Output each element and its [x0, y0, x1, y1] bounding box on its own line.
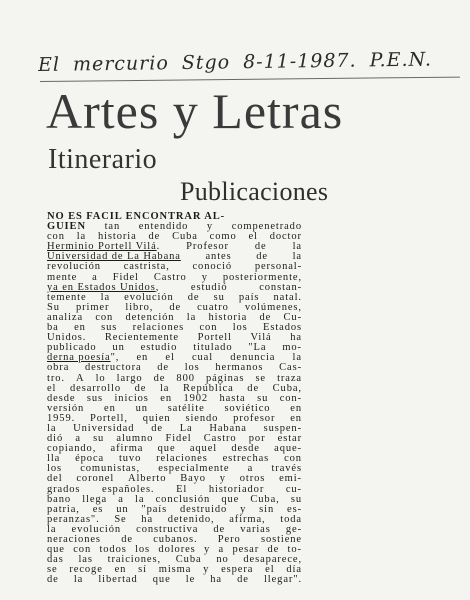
word: mo- [282, 342, 302, 354]
word: volúmenes, [244, 301, 302, 313]
word: El [176, 483, 188, 495]
word: ha [141, 513, 154, 525]
word: misma [158, 564, 192, 576]
word: desarrollo [70, 382, 122, 394]
word: la [73, 574, 84, 586]
word: Pero [217, 534, 241, 545]
word: Cuba, [250, 493, 280, 505]
word: Fidel [165, 433, 192, 445]
word: las [78, 554, 93, 566]
word: "país [141, 503, 168, 515]
word: cuatro [197, 301, 229, 313]
word: de [153, 372, 166, 384]
word: ha [290, 332, 302, 344]
word: y [203, 564, 210, 576]
word: das [47, 554, 64, 566]
word: libro, [125, 301, 154, 313]
word: sin [259, 503, 275, 515]
word: evolución [71, 523, 122, 535]
word: alumno [116, 433, 154, 445]
word: detención [125, 311, 175, 323]
word: relaciones [132, 322, 185, 334]
word: posteriormente, [222, 271, 302, 283]
word: que [157, 443, 176, 455]
word: la [47, 422, 57, 434]
word: sí [138, 564, 147, 576]
word: otros [239, 473, 266, 485]
word: se [47, 564, 58, 576]
word: de [213, 523, 226, 535]
word: patria, [47, 503, 80, 515]
word: su [290, 493, 302, 505]
word: de [121, 534, 133, 545]
section-title: Artes y Letras [46, 83, 344, 139]
word: mente [47, 271, 78, 283]
word: su [213, 291, 225, 303]
word: de [151, 422, 163, 434]
word: de [247, 382, 260, 394]
word: le [185, 574, 196, 586]
word: que [221, 493, 240, 505]
word: castrista, [123, 261, 170, 273]
word: la [135, 493, 145, 505]
word: varias [240, 523, 271, 535]
word: los [232, 322, 248, 334]
word: inicios [114, 392, 149, 404]
word: profesor [233, 412, 276, 424]
word: satélite [167, 402, 205, 414]
word: con [73, 544, 92, 556]
word: y [240, 503, 247, 515]
word: suspen- [263, 422, 302, 434]
word: es- [287, 503, 302, 515]
word: derna poesía", [47, 352, 120, 364]
word: en [74, 322, 86, 334]
word: afirma, [229, 513, 266, 525]
word: aquel [189, 443, 218, 455]
word: y [219, 473, 226, 485]
word: páginas [205, 372, 245, 384]
word: Su [47, 301, 60, 313]
bold-lead-in: NO ES FACIL ENCONTRAR AL- [47, 211, 226, 222]
word: de [169, 301, 182, 313]
word: la [186, 311, 197, 323]
word: conclusión [155, 493, 211, 505]
word: de [254, 241, 267, 253]
word: desde [47, 392, 76, 404]
word: Unidos. [47, 332, 87, 344]
word: neraciones [47, 534, 101, 545]
word: día [286, 564, 302, 576]
word: es [92, 503, 104, 515]
word: de [134, 382, 147, 394]
word: "La [248, 342, 267, 354]
word: la [100, 291, 111, 303]
word: hasta [219, 392, 246, 404]
article-line [47, 575, 302, 585]
word: todos [99, 544, 127, 556]
word: su [93, 433, 105, 445]
word: analiza [47, 311, 84, 323]
underlined-phrase: Universidad de La Habana [47, 251, 181, 263]
word: la [292, 251, 302, 263]
word: Habana [209, 422, 247, 434]
word: Alberto [127, 473, 167, 485]
word: la [292, 241, 302, 253]
word: Universidad [73, 422, 135, 434]
word: sus [86, 392, 104, 404]
word: el [47, 382, 57, 394]
word: estar [277, 433, 302, 445]
word: detenido, [167, 513, 215, 525]
word: través [271, 463, 302, 475]
word: los [184, 362, 200, 374]
word: afirma [110, 443, 144, 455]
handwritten-source-note: El mercurio Stgo 8-11-1987. P.E.N. [37, 48, 433, 76]
word: con [199, 322, 218, 334]
word: la [292, 352, 302, 364]
word: que [152, 574, 171, 586]
underlined-phrase: ya en Estados Unidos [47, 281, 156, 293]
word: época [75, 453, 105, 465]
word: especialmente [158, 463, 230, 475]
word: de [148, 231, 161, 243]
word: a [218, 544, 225, 556]
word: tro. [47, 372, 65, 384]
word: antes [205, 251, 232, 263]
word: el [248, 231, 258, 243]
word: a [92, 271, 98, 283]
word: su [257, 392, 269, 404]
word: Herminio Portell Vilá. [47, 241, 161, 253]
word: no [216, 554, 229, 566]
word: sostiene [260, 534, 302, 545]
word: to- [287, 544, 302, 556]
word: ha [210, 574, 222, 586]
word: obra [47, 362, 70, 374]
word: de [267, 544, 280, 556]
underlined-phrase: derna poesía [47, 352, 111, 364]
word: aque- [274, 443, 302, 455]
word: entendido [138, 221, 189, 233]
word: largo [116, 372, 143, 384]
word: traza [277, 372, 302, 384]
word: copiando, [47, 443, 97, 455]
word: cu- [285, 483, 302, 495]
word: toda [280, 513, 302, 525]
word: y [201, 271, 208, 283]
word: versión [47, 402, 85, 414]
word: en [290, 412, 302, 424]
word: españoles. [102, 483, 155, 495]
word: como [209, 231, 237, 243]
handwritten-underline [40, 77, 460, 82]
word: quien [142, 412, 171, 424]
word: pesar [232, 544, 260, 556]
word: Bayo [180, 473, 206, 485]
word: siendo [185, 412, 219, 424]
word: historia [97, 231, 137, 243]
word: desaparece, [243, 554, 302, 566]
word: Fidel [112, 271, 139, 283]
word: estudio [140, 342, 178, 354]
word: con [95, 311, 114, 323]
word: 1959. [47, 412, 76, 424]
word: de [237, 574, 249, 586]
word: en [160, 392, 172, 404]
word: natal. [273, 291, 302, 303]
word: tuvo [118, 453, 142, 465]
word: sus [101, 322, 118, 334]
word: constan- [259, 281, 302, 293]
word: y [206, 221, 214, 233]
column-title: Itinerario [48, 144, 158, 175]
word: historiador [208, 483, 265, 495]
word: revolución [47, 261, 101, 273]
article-body [47, 212, 302, 585]
word: soviético [224, 402, 271, 414]
word: espera [221, 564, 254, 576]
word: Cas- [279, 362, 302, 374]
word: destruido [180, 503, 228, 515]
word: recoge [69, 564, 103, 576]
word: con [47, 231, 65, 243]
word: Profesor [186, 241, 229, 253]
word: emi- [279, 473, 302, 485]
word: dolores [158, 544, 196, 556]
word: 800 [176, 372, 195, 384]
word: comunistas, [80, 463, 140, 475]
word: en [114, 564, 127, 576]
word: que [47, 544, 65, 556]
word: A [75, 372, 85, 384]
word: a [118, 493, 124, 505]
word: llega [82, 493, 108, 505]
word: lo [95, 372, 106, 384]
word: República [183, 382, 234, 394]
word: constructiva [136, 523, 199, 535]
word: los [47, 463, 62, 475]
word: el [265, 564, 275, 576]
word: Estados [263, 322, 302, 334]
word: la [76, 231, 87, 243]
word: los [135, 544, 151, 556]
word: la [159, 382, 170, 394]
word: el [165, 352, 175, 364]
word: peranzas". [47, 513, 100, 525]
word: publicado [47, 342, 97, 354]
word: un [112, 342, 125, 354]
word: Se [114, 513, 127, 525]
word: Cu- [283, 311, 302, 323]
word: ya en Estados Unidos, [47, 281, 160, 293]
word: traiciones, [107, 554, 161, 566]
word: se [255, 372, 266, 384]
word: ge- [285, 523, 302, 535]
word: primer [75, 301, 110, 313]
word: Cuba, [272, 382, 302, 394]
word: un [135, 402, 148, 414]
word: de [157, 362, 169, 374]
word: titulado [193, 342, 233, 354]
word: la [47, 523, 57, 535]
word: del [47, 473, 63, 485]
word: coronel [76, 473, 115, 485]
word: La [179, 422, 193, 434]
word: en [104, 402, 116, 414]
word: Recientemente [104, 332, 179, 344]
word: por [248, 433, 266, 445]
word: cual [191, 352, 214, 364]
word: ba [47, 322, 59, 334]
word: Vilá [250, 332, 272, 344]
word: compenetrado [231, 221, 302, 233]
word: personal- [254, 261, 302, 273]
word: historia [208, 311, 248, 323]
word: relaciones [156, 453, 208, 465]
word: temente [47, 291, 87, 303]
word: Portell [197, 332, 232, 344]
word: desde [231, 443, 260, 455]
word: estrechas [222, 453, 270, 465]
word: un [116, 503, 129, 515]
word: Cuba [172, 231, 198, 243]
word: y [204, 544, 211, 556]
word: Castro [203, 433, 237, 445]
word: estudió [190, 281, 228, 293]
word: libertad [98, 574, 138, 586]
word: a [247, 463, 254, 475]
word: con- [279, 392, 302, 404]
word: tan [104, 221, 121, 233]
word: bano [47, 493, 72, 505]
article-line [47, 363, 302, 373]
word: en [290, 402, 302, 414]
word: conoció [192, 261, 233, 273]
word: de [259, 311, 272, 323]
word: de [187, 291, 200, 303]
word: país [238, 291, 260, 303]
word: cubanos. [153, 534, 198, 545]
word: Portell, [90, 412, 128, 424]
bold-lead-in: GUIEN [47, 221, 86, 233]
word: 1902 [183, 392, 209, 404]
word: destructora [84, 362, 142, 374]
word: Castro [153, 271, 187, 283]
word: de [256, 251, 268, 263]
word: evolución [124, 291, 174, 303]
word: dió [47, 433, 64, 445]
word: con [284, 453, 302, 465]
word: doctor [269, 231, 302, 243]
word: hermanos [215, 362, 264, 374]
underlined-phrase: Herminio Portell Vilá [47, 241, 157, 253]
word: llegar". [263, 574, 302, 586]
word: grados [47, 483, 81, 495]
word: Cuba [175, 554, 202, 566]
word: denuncia [230, 352, 276, 364]
word: a [75, 433, 81, 445]
word: de [47, 574, 59, 586]
word: lla [47, 453, 61, 465]
word: en [136, 352, 149, 364]
subsection-heading: Publicaciones [180, 177, 329, 206]
